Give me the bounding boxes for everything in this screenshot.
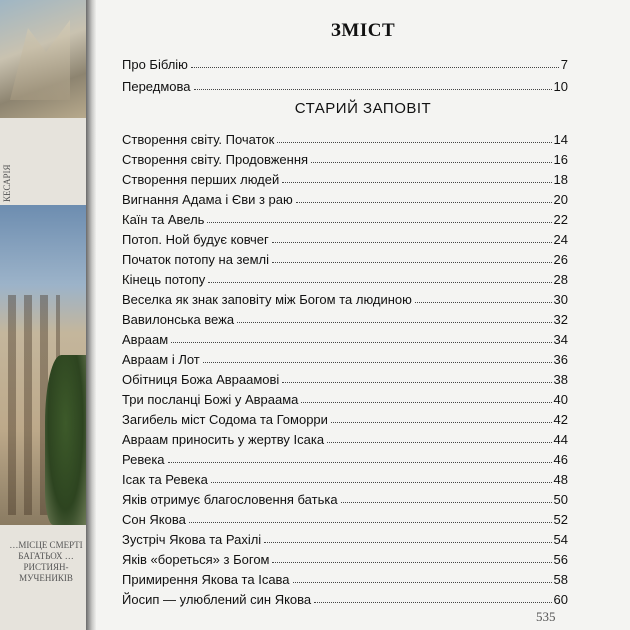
toc-entry-page: 36 [553,352,568,367]
coastal-ruins-photo [0,0,86,118]
toc-entry-title: Початок потопу на землі [122,252,269,267]
facing-page [0,0,92,630]
dot-leader [264,542,551,543]
dot-leader [314,602,551,603]
dot-leader [208,282,551,283]
toc-entry-page: 16 [553,152,568,167]
toc-entry-title: Примирення Якова та Ісава [122,572,290,587]
dot-leader [277,142,551,143]
toc-entry-page: 56 [553,552,568,567]
toc-entry-page: 24 [553,232,568,247]
toc-entry[interactable] [122,347,568,367]
toc-entry-title: Сон Якова [122,512,186,527]
toc-entry-page: 26 [553,252,568,267]
toc-entry[interactable] [122,147,568,167]
toc-entry-title: Створення світу. Початок [122,132,275,147]
toc-entry-page: 14 [553,132,568,147]
toc-entry-title: Веселка як знак заповіту між Богом та людиною [122,292,412,307]
dot-leader [237,322,551,323]
toc-entry-title: Авраам приносить у жертву Ісака [122,432,325,447]
toc-entry[interactable] [122,207,568,227]
toc-entry[interactable] [122,427,568,447]
toc-entry[interactable] [122,467,568,487]
bottom-photo-caption: …МІСЦЕ СМЕРТІ БАГАТЬОХ …РИСТИЯН-МУЧЕНИКІВ [9,540,83,583]
dot-leader [282,382,551,383]
toc-entry-page: 10 [553,79,568,94]
toc-entry-title: Створення перших людей [122,172,280,187]
dot-leader [272,242,552,243]
toc-entry[interactable] [122,547,568,567]
toc-entry-title: Ревека [122,452,165,467]
dot-leader [293,582,552,583]
toc-entry[interactable] [122,527,568,547]
toc-entry-title: Три посланці Божі у Авраама [122,392,299,407]
toc-entry-title: Яків «бореться» з Богом [122,552,270,567]
toc-entry-page: 42 [553,412,568,427]
toc-entry-title: Обітниця Божа Авраамові [122,372,280,387]
toc-entry-title: Зустріч Якова та Рахілі [122,532,262,547]
toc-entry-page: 38 [553,372,568,387]
dot-leader [272,262,552,263]
toc-entry[interactable] [122,327,568,347]
contents-page [96,0,630,630]
toc-entry-title: Загибель міст Содома та Гоморри [122,412,328,427]
toc-entry[interactable] [122,367,568,387]
dot-leader [203,362,552,363]
dot-leader [331,422,552,423]
dot-leader [168,462,552,463]
toc-entry[interactable] [122,74,568,94]
colosseum-photo [0,205,86,525]
toc-entry-page: 58 [553,572,568,587]
toc-entry[interactable] [122,487,568,507]
dot-leader [171,342,551,343]
toc-entry-page: 60 [553,592,568,607]
toc-entry-page: 30 [553,292,568,307]
toc-entry-page: 18 [553,172,568,187]
dot-leader [301,402,551,403]
toc-entry[interactable] [122,307,568,327]
tree [45,355,86,525]
dot-leader [341,502,552,503]
dot-leader [311,162,551,163]
toc-entry-title: Яків отримує благословення батька [122,492,338,507]
dot-leader [272,562,551,563]
toc-entry[interactable] [122,407,568,427]
toc-entry-page: 52 [553,512,568,527]
toc-entry-title: Вигнання Адама і Єви з раю [122,192,293,207]
toc-entry-title: Каїн та Авель [122,212,205,227]
toc-entry[interactable] [122,167,568,187]
dot-leader [189,522,552,523]
toc-entry[interactable] [122,447,568,467]
toc-entry-page: 40 [553,392,568,407]
toc-entry[interactable] [122,247,568,267]
toc-entry-title: Йосип — улюблений син Якова [122,592,312,607]
book-gutter [86,0,96,630]
toc-entry-title: Потоп. Ной будує ковчег [122,232,269,247]
toc-entry-page: 32 [553,312,568,327]
toc-entry-title: Вавилонська вежа [122,312,235,327]
section-heading: СТАРИЙ ЗАПОВІТ [294,100,432,117]
toc-entry[interactable] [122,52,568,72]
toc-entry-title: Створення світу. Продовження [122,152,309,167]
toc-entry[interactable] [122,267,568,287]
toc-entry-page: 54 [553,532,568,547]
toc-entry[interactable] [122,287,568,307]
top-photo-caption: КЕСАРІЯ [2,164,12,202]
toc-entry-page: 20 [553,192,568,207]
toc-entry-title: Про Біблію [122,57,188,72]
dot-leader [194,89,552,90]
toc-entry-page: 28 [553,272,568,287]
toc-entry[interactable] [122,387,568,407]
toc-entry-page: 48 [553,472,568,487]
toc-entry-title: Авраам [122,332,169,347]
toc-entry[interactable] [122,567,568,587]
dot-leader [415,302,552,303]
page-title: ЗМІСТ [330,20,396,41]
toc-entry-page: 44 [553,432,568,447]
toc-entry-title: Кінець потопу [122,272,206,287]
toc-entry-page: 50 [553,492,568,507]
toc-entry-page: 7 [560,57,568,72]
dot-leader [191,67,559,68]
dot-leader [207,222,551,223]
dot-leader [327,442,551,443]
page-number: 535 [536,609,556,624]
toc-entry[interactable] [122,127,568,147]
dot-leader [296,202,552,203]
dot-leader [282,182,551,183]
toc-entry[interactable] [122,587,568,607]
toc-entry[interactable] [122,187,568,207]
toc-entry-title: Передмова [122,79,191,94]
dot-leader [211,482,552,483]
toc-entry-title: Ісак та Ревека [122,472,208,487]
toc-entry-page: 34 [553,332,568,347]
toc-entry-title: Авраам і Лот [122,352,200,367]
toc-entry[interactable] [122,507,568,527]
toc-entry-page: 22 [553,212,568,227]
toc-entry[interactable] [122,227,568,247]
toc-entry-page: 46 [553,452,568,467]
